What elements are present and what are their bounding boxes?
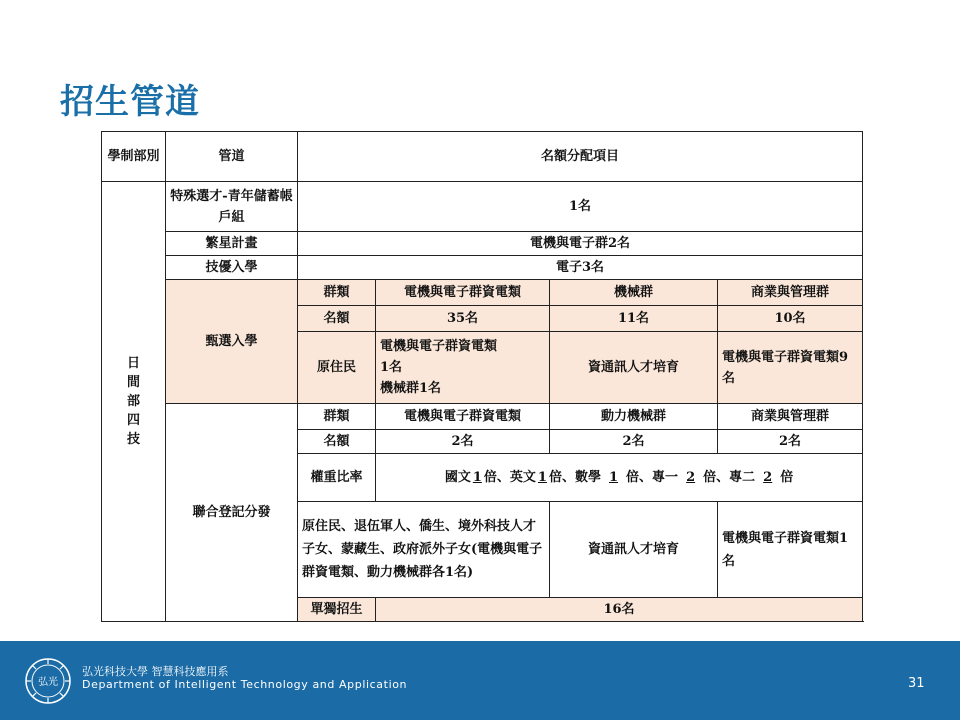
star-quota: 電機與電子群2名	[298, 232, 863, 256]
weight-math: 1	[608, 470, 619, 485]
selection-quota-key: 名額	[298, 306, 376, 332]
footer-bar	[0, 641, 960, 720]
selection-group-3: 商業與管理群	[718, 280, 863, 306]
footer-school-name: 弘光科技大學 智慧科技應用系	[82, 665, 229, 678]
channel-star: 繁星計畫	[166, 232, 298, 256]
joint-quota-2: 2名	[550, 430, 718, 454]
channel-selection: 甄選入學	[166, 280, 298, 404]
header-channel: 管道	[166, 132, 298, 182]
weight-chinese: 1	[472, 470, 482, 485]
footer-department-en: Department of Intelligent Technology and Application	[82, 678, 408, 691]
selection-indigenous-1	[376, 332, 550, 404]
joint-group-3: 商業與管理群	[718, 404, 863, 430]
joint-special-3: 電機與電子群資電類1名	[718, 502, 863, 598]
weight-pro1-label: 、專一	[639, 470, 679, 485]
channel-special-selection: 特殊選才-青年儲蓄帳戶組	[166, 182, 298, 232]
joint-group-2: 動力機械群	[550, 404, 718, 430]
joint-group-1: 電機與電子群資電類	[376, 404, 550, 430]
header-quota: 名額分配項目	[298, 132, 863, 182]
selection-group-2: 機械群	[550, 280, 718, 306]
weight-chinese-label: 國文	[444, 470, 471, 485]
selection-indigenous-key: 原住民	[298, 332, 376, 404]
header-dept: 學制部別	[102, 132, 166, 182]
joint-special-2: 資通訊人才培育	[550, 502, 718, 598]
university-logo-icon	[24, 657, 72, 705]
weight-unit: 倍	[626, 470, 640, 485]
selection-indigenous-2: 資通訊人才培育	[550, 332, 718, 404]
selection-quota-2: 11名	[550, 306, 718, 332]
selection-group-1: 電機與電子群資電類	[376, 280, 550, 306]
selection-indigenous-3: 電機與電子群資電類9名	[718, 332, 863, 404]
weight-pro1: 2	[686, 470, 696, 485]
channel-skill: 技優入學	[166, 256, 298, 280]
joint-group-key: 群類	[298, 404, 376, 430]
weight-math-label: 、數學	[561, 470, 601, 485]
weight-unit: 倍	[483, 470, 497, 485]
page-title: 招生管道	[60, 82, 200, 122]
page-number: 31	[908, 676, 925, 691]
selection-indigenous-1-line3: 機械群1名	[380, 381, 442, 396]
skill-quota: 電子3名	[298, 256, 863, 280]
weight-pro2-label: 、專二	[716, 470, 756, 485]
selection-indigenous-1-line1: 電機與電子群資電類	[380, 339, 498, 354]
weight-unit: 倍	[548, 470, 562, 485]
selection-indigenous-1-line2: 1名	[380, 360, 403, 375]
channel-solo: 單獨招生	[298, 598, 376, 622]
joint-quota-3: 2名	[718, 430, 863, 454]
selection-group-key: 群類	[298, 280, 376, 306]
joint-weight-values	[376, 454, 863, 502]
joint-weight-key: 權重比率	[298, 454, 376, 502]
channel-joint: 聯合登記分發	[166, 404, 298, 622]
joint-quota-1: 2名	[376, 430, 550, 454]
logo-text: 弘光	[38, 677, 58, 688]
selection-quota-3: 10名	[718, 306, 863, 332]
dept-day-4yr: 日間部四技	[102, 182, 166, 622]
special-selection-quota: 1名	[298, 182, 863, 232]
joint-special-groups: 原住民、退伍軍人、僑生、境外科技人才子女、蒙藏生、政府派外子女(電機與電子群資電類、動力機械群各1名)	[298, 502, 550, 598]
weight-pro2: 2	[763, 470, 773, 485]
weight-unit: 倍	[780, 470, 794, 485]
weight-unit: 倍	[703, 470, 717, 485]
weight-english: 1	[537, 470, 547, 485]
selection-quota-1: 35名	[376, 306, 550, 332]
weight-english-label: 、英文	[496, 470, 536, 485]
joint-quota-key: 名額	[298, 430, 376, 454]
admission-table	[101, 131, 863, 622]
solo-quota: 16名	[376, 598, 863, 622]
